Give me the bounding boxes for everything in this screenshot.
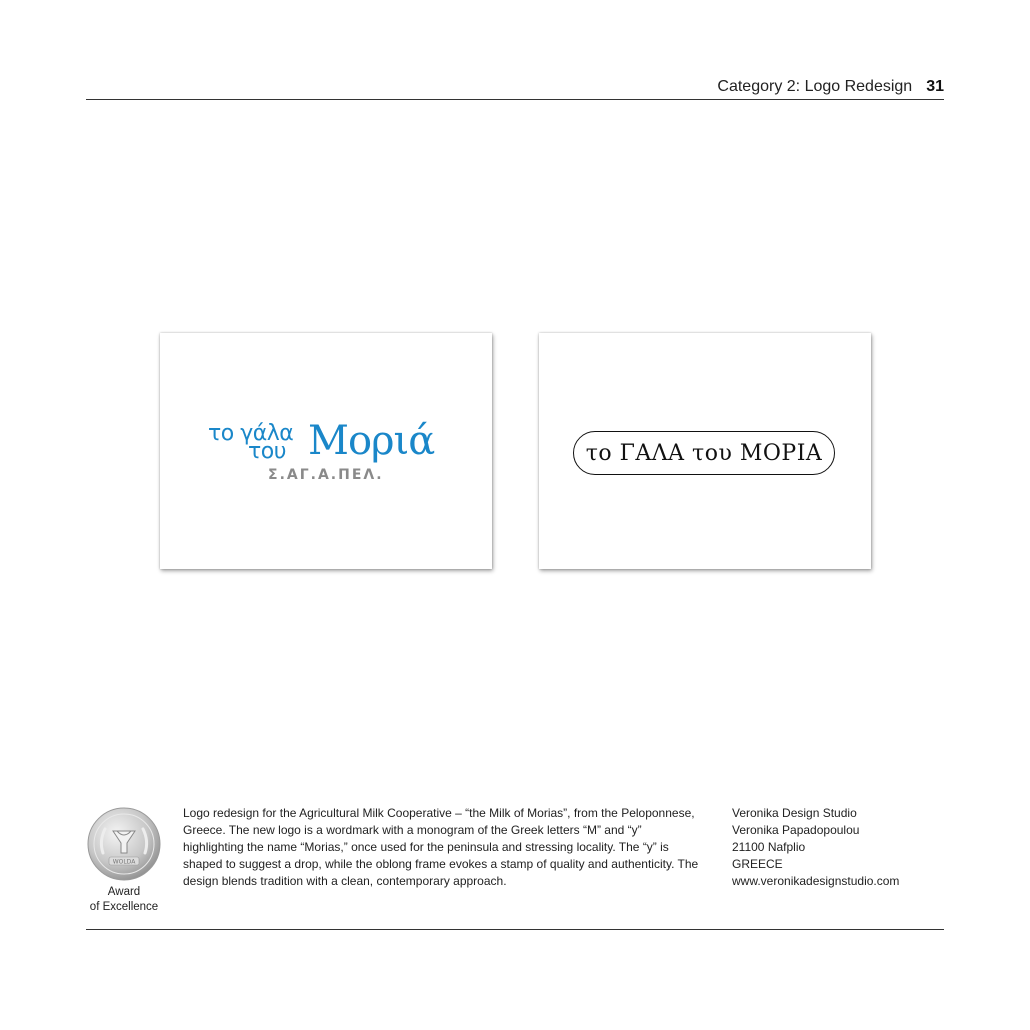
old-logo [208, 418, 448, 491]
old-logo-card [160, 333, 492, 569]
category-title: Category 2: Logo Redesign [717, 78, 913, 95]
award-badge-text: WOLDA [112, 858, 136, 866]
designer-name: Veronika Papadopoulou [732, 823, 860, 837]
award-line1: Award [107, 886, 141, 898]
project-description: Logo redesign for the Agricultural Milk Cooperative – “the Milk of Morias”, from the Peloponnese, Greece. The new logo is a wordmark with a monogram of the Greek letters “M” and “y” highlighting the name “Morias,” once used for the peninsula and stressing locality. The “y” is shaped to suggest a drop, while the oblong frame evokes a stamp of quality and authenticity. The design blends tradition with a clean, contemporary approach. [183, 806, 699, 888]
country: GREECE [732, 857, 783, 871]
credits-block [732, 805, 944, 890]
new-logo-text: το ΓΑΛΑ του ΜΟΡΙΑ [585, 440, 823, 466]
old-logo-line2: του [248, 439, 286, 464]
page-header [86, 74, 944, 100]
studio-name: Veronika Design Studio [732, 806, 857, 820]
old-logo-line1: το γάλα [208, 421, 294, 446]
new-logo-frame [573, 431, 835, 475]
award-medal-icon [87, 807, 161, 881]
award-label [86, 885, 162, 915]
old-logo-abbreviation: Σ.ΑΓ.Α.ΠΕΛ. [268, 467, 384, 483]
award-block [86, 807, 162, 915]
new-logo-card [539, 333, 871, 569]
city: 21100 Nafplio [732, 840, 806, 854]
page-number: 31 [926, 78, 944, 95]
old-logo-name: Μοριά [308, 418, 435, 464]
entry-footer [86, 805, 944, 930]
award-line2: of Excellence [89, 901, 159, 913]
website-link[interactable]: www.veronikadesignstudio.com [732, 874, 900, 888]
